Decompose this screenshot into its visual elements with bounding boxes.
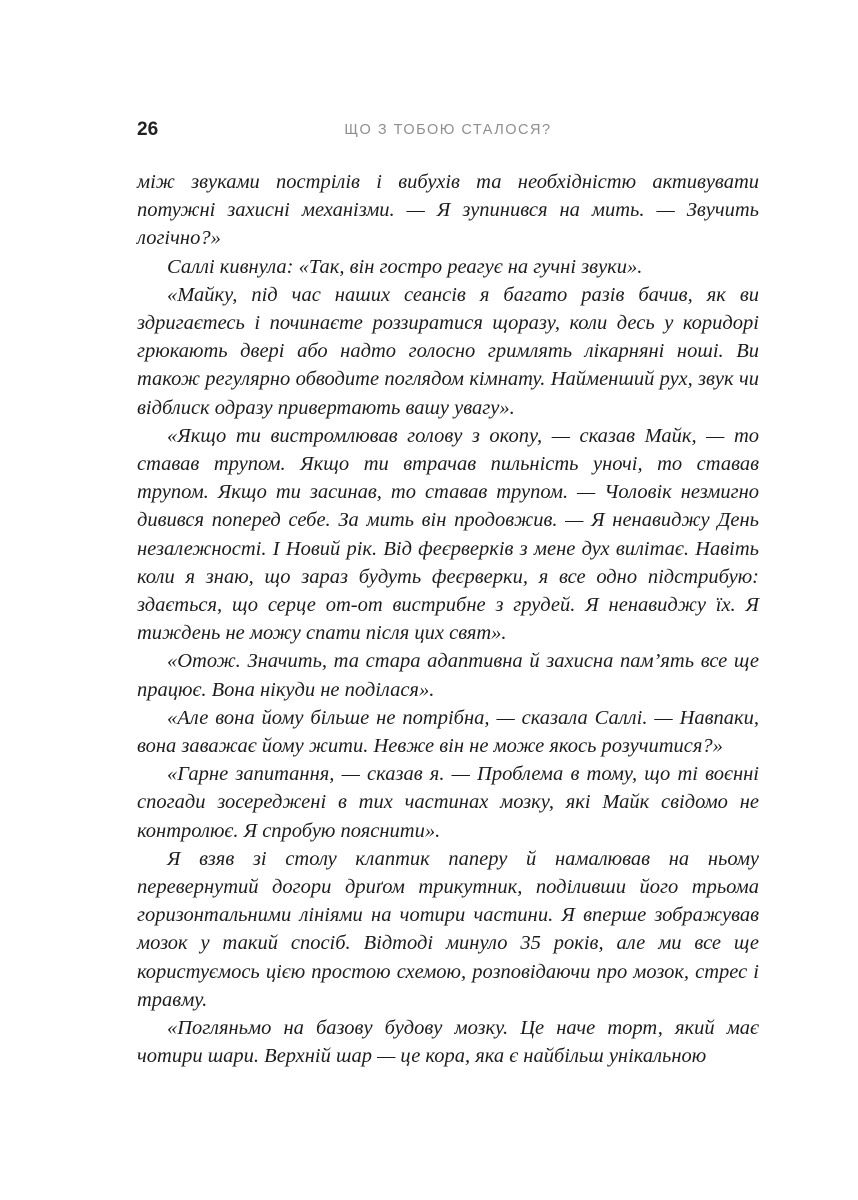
running-head <box>137 118 759 142</box>
paragraph: між звуками пострілів і вибухів та необхідністю активувати потужні захисні механізми. — Я зупинився на мить. — Звучить логічно?» <box>137 171 759 250</box>
paragraph: «Майку, під час наших сеансів я багато разів бачив, як ви здригаєтесь і починаєте роззиратися щоразу, коли десь у коридорі грюкають двері або надто голосно гримлять лікарняні ноші. Ви також регулярно обводите поглядом кімнату. Найменший рух, звук чи відблиск одразу привертають вашу увагу». <box>137 283 759 419</box>
page-number: 26 <box>137 119 159 140</box>
paragraph: «Отож. Значить, та стара адаптивна й захисна пам’ять все ще працює. Вона нікуди не поділася». <box>137 650 759 701</box>
running-header-title: ЩО З ТОБОЮ СТАЛОСЯ? <box>344 122 552 138</box>
paragraph: Саллі кивнула: «Так, він гостро реагує на гучні звуки». <box>167 255 643 278</box>
paragraph: «Гарне запитання, — сказав я. — Проблема в тому, що ті воєнні спогади зосереджені в тих частинах мозку, які Майк свідомо не контролює. Я спробую пояснити». <box>137 763 759 842</box>
paragraph: «Якщо ти вистромлював голову з окопу, — сказав Майк, — то ставав трупом. Якщо ти втрачав пильність уночі, то ставав трупом. Якщо ти засинав, то ставав трупом. — Чоловік незмигно дивився поперед себе. За мить він продовжив. — Я ненавиджу День незалежності. І Новий рік. Від феєрверків з мене дух вилітає. Навіть коли я знаю, що зараз будуть феєрверки, я все одно підстрибую: здається, що серце от-от вистрибне з грудей. Я ненавиджу їх. Я тиждень не можу спати після цих свят». <box>137 424 759 645</box>
paragraph: Я взяв зі столу клаптик паперу й намалював на ньому перевернутий догори дриґом трикутник, поділивши його трьома горизонтальними лініями на чотири частини. Я вперше зображував мозок у такий спосіб. Відтоді минуло 35 років, але ми все ще користуємось цією простою схемою, розповідаючи про мозок, стрес і травму. <box>137 847 759 1011</box>
body-text <box>137 168 759 1071</box>
paragraph: «Погляньмо на базову будову мозку. Це наче торт, який має чотири шари. Верхній шар — це кора, яка є найбільш унікальною <box>137 1017 759 1068</box>
paragraph: «Але вона йому більше не потрібна, — сказала Саллі. — Навпаки, вона заважає йому жити. Невже він не може якось розучитися?» <box>137 706 759 758</box>
